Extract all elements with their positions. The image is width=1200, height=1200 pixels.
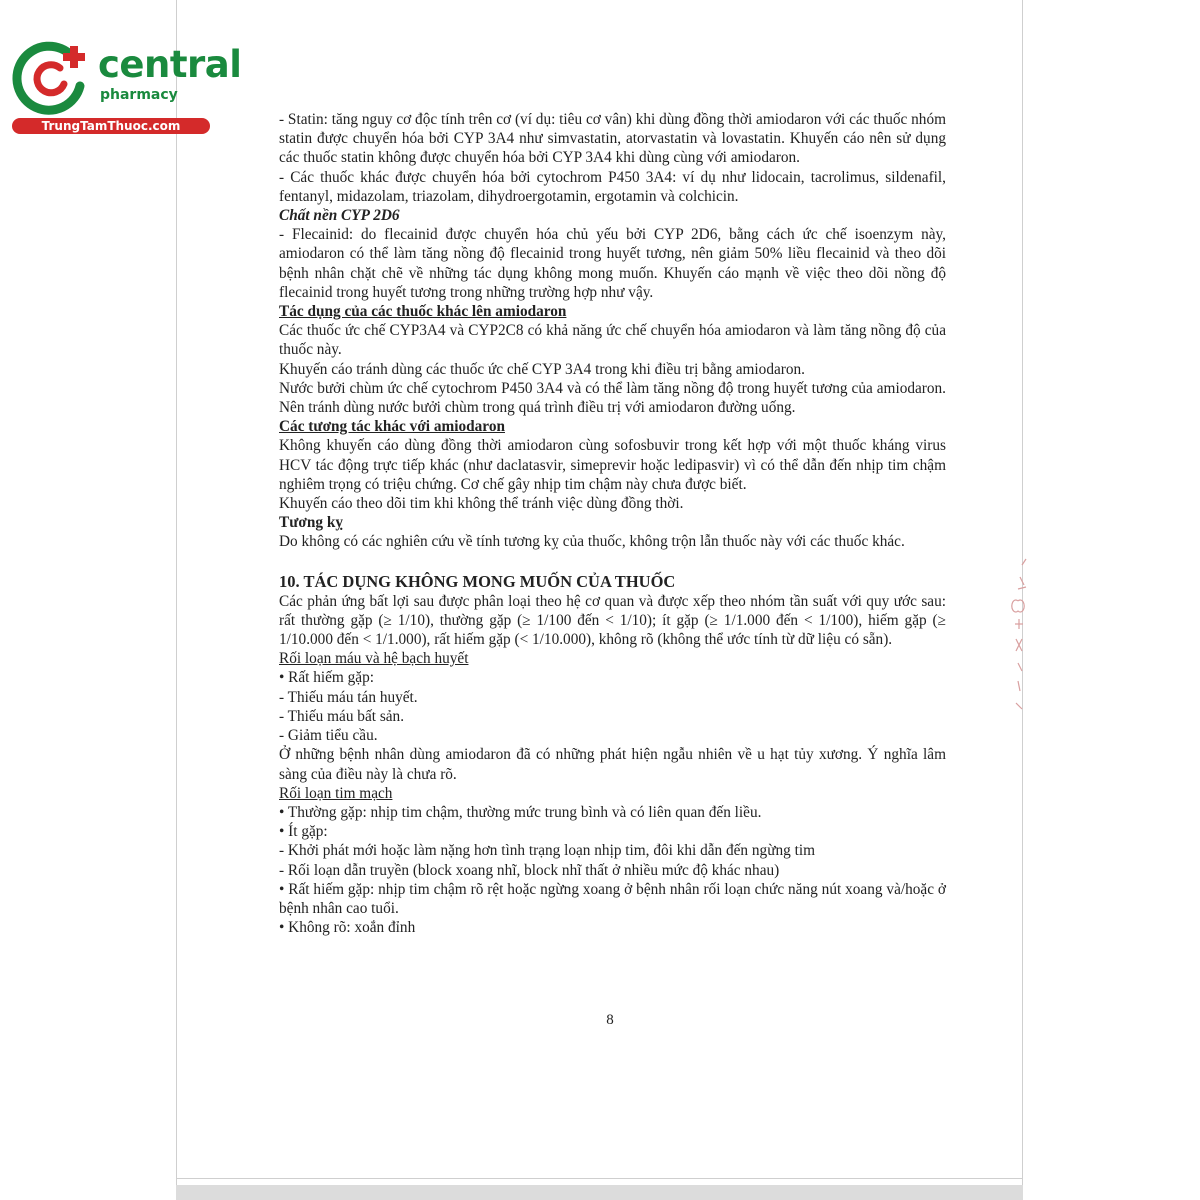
paragraph-frequency-classification: Các phản ứng bất lợi sau được phân loại theo hệ cơ quan và được xếp theo nhóm tần suất với quy ước sau: rất thường gặp (≥ 1/10), thường gặp (≥ 1/100 đến < 1/10); ít gặp (≥ 1/1.000 đến < 1/100), hiếm gặp (≥ 1/10.000 đến < 1/1.000), rất hiếm gặp (< 1/10.000), không rõ (không thể ước tính từ dữ liệu có sẵn).: [279, 592, 946, 649]
logo-subtitle: pharmacy: [100, 87, 178, 103]
paragraph-sofosbuvir: Không khuyến cáo dùng đồng thời amiodaron cùng sofosbuvir trong kết hợp với một thuốc kháng virus HCV tác động trực tiếp khác (như daclatasvir, simeprevir hoặc ledipasvir) vì có thể dẫn đến nhịp tim chậm nghiêm trọng có triệu chứng. Cơ chế gây nhịp tim chậm này chưa được biết.: [279, 437, 946, 493]
paragraph-grapefruit: Nước bưởi chùm ức chế cytochrom P450 3A4 và có thể làm tăng nồng độ trong huyết tương của amiodaron. Nên tránh dùng nước bưởi chùm trong quá trình điều trị với amiodaron đường uống.: [279, 379, 946, 417]
list-item: - Rối loạn dẫn truyền (block xoang nhĩ, block nhĩ thất ở nhiều mức độ khác nhau): [279, 861, 780, 879]
central-pharmacy-logo[interactable]: [10, 38, 242, 138]
paragraph-statin: - Statin: tăng nguy cơ độc tính trên cơ (ví dụ: tiêu cơ vân) khi dùng đồng thời amiodaron với các thuốc nhóm statin được chuyển hóa bởi CYP 3A4 như simvastatin, atorvastatin và lovastatin. Khuyến cáo nên sử dụng các thuốc statin không được chuyển hóa bởi CYP 3A4 khi dùng cùng với amiodaron.: [279, 111, 946, 167]
list-item: • Thường gặp: nhịp tim chậm, thường mức trung bình và có liên quan đến liều.: [279, 803, 762, 821]
heading-cardiac-disorders: Rối loạn tim mạch: [279, 784, 393, 802]
heading-blood-disorders: Rối loạn máu và hệ bạch huyết: [279, 650, 469, 668]
pharmacy-cross-icon: [10, 38, 92, 118]
list-item: - Giảm tiểu cầu.: [279, 727, 378, 745]
section-title-adverse-effects: 10. TÁC DỤNG KHÔNG MONG MUỐN CỦA THUỐC: [279, 571, 676, 591]
page-bottom-strip: [176, 1185, 1023, 1200]
list-item: • Rất hiếm gặp:: [279, 669, 374, 687]
paragraph-granuloma: Ở những bệnh nhân dùng amiodaron đã có những phát hiện ngẫu nhiên về u hạt tủy xương. Ý nghĩa lâm sàng của điều này là chưa rõ.: [279, 746, 946, 783]
list-item: • Rất hiếm gặp: nhịp tim chậm rõ rệt hoặc ngừng xoang ở bệnh nhân rối loạn chức năng nút xoang và/hoặc ở bệnh nhân cao tuổi.: [279, 880, 946, 917]
paragraph-flecainid: - Flecainid: do flecainid được chuyển hóa chủ yếu bởi CYP 2D6, bằng cách ức chế isoenzym này, amiodaron có thể làm tăng nồng độ flecainid trong huyết tương, nên giảm 50% liều flecainid và theo dõi bệnh nhân chặt chẽ về những tác dụng không mong muốn. Khuyến cáo mạnh về việc theo dõi nồng độ flecainid trong huyết tương trong những trường hợp như vậy.: [279, 226, 946, 301]
heading-incompatibility: Tương kỵ: [279, 514, 343, 532]
paragraph-cyp3a4-other: - Các thuốc khác được chuyển hóa bởi cytochrom P450 3A4: ví dụ như lidocain, tacrolimus, sildenafil, fentanyl, midazolam, triazolam, dihydroergotamin, ergotamin và colchicin.: [279, 168, 946, 205]
heading-other-drugs-effect: Tác dụng của các thuốc khác lên amiodaron: [279, 303, 567, 321]
list-item: - Khởi phát mới hoặc làm nặng hơn tình trạng loạn nhịp tim, đôi khi dẫn đến ngừng tim: [279, 842, 816, 860]
page-edge-bottom: [176, 1178, 1023, 1179]
list-item: • Ít gặp:: [279, 823, 328, 841]
list-item: • Không rõ: xoắn đỉnh: [279, 919, 416, 937]
document-body: [279, 110, 946, 937]
paragraph-incompatibility: Do không có các nghiên cứu về tính tương kỵ của thuốc, không trộn lẫn thuốc này với các thuốc khác.: [279, 533, 905, 551]
heading-cyp2d6: Chất nền CYP 2D6: [279, 207, 400, 225]
list-item: - Thiếu máu bất sản.: [279, 707, 405, 725]
paragraph-avoid-inhibitors: Khuyến cáo tránh dùng các thuốc ức chế CYP 3A4 trong khi điều trị bằng amiodaron.: [279, 360, 805, 378]
paragraph-cardiac-monitoring: Khuyến cáo theo dõi tim khi không thể tránh việc dùng đồng thời.: [279, 495, 684, 513]
paragraph-cyp-inhibitors: Các thuốc ức chế CYP3A4 và CYP2C8 có khả năng ức chế chuyển hóa amiodaron và làm tăng nồng độ của thuốc này.: [279, 322, 946, 359]
logo-website-banner: TrungTamThuoc.com: [12, 118, 210, 134]
heading-other-interactions: Các tương tác khác với amiodaron: [279, 418, 505, 436]
page-edge-left: [176, 0, 177, 1200]
partial-stamp-mark: [1006, 555, 1034, 715]
logo-name: central: [98, 43, 242, 86]
list-item: - Thiếu máu tán huyết.: [279, 688, 418, 706]
page-number: 8: [606, 1012, 614, 1028]
